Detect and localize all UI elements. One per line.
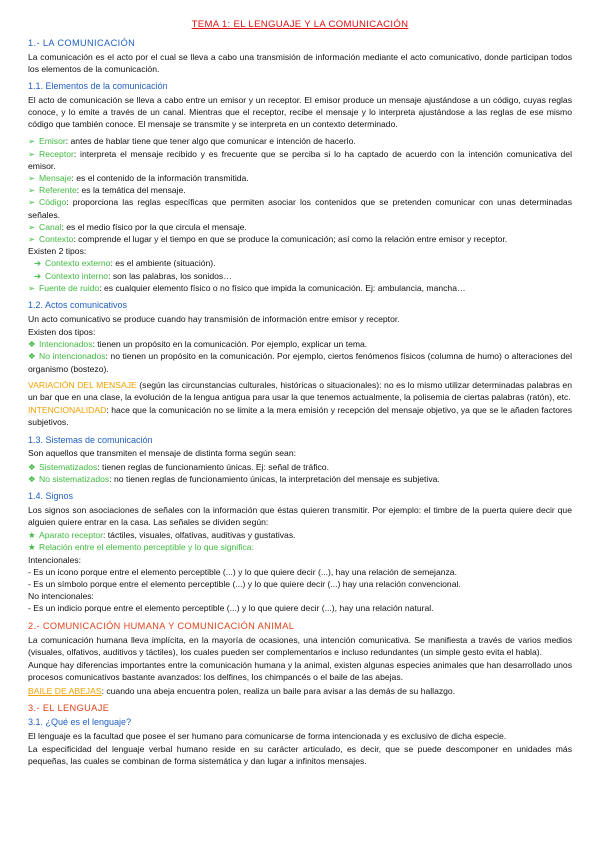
- definition: : es el ambiente (situación).: [110, 258, 216, 269]
- list-item-sistematizados: [28, 461, 572, 473]
- definition: : es el medio físico por la que circula el mensaje.: [61, 221, 247, 232]
- section-heading-1: 1.- LA COMUNICACIÓN: [28, 37, 136, 48]
- arrow-bullet-icon: ➢: [28, 173, 36, 184]
- definition: : interpreta el mensaje recibido y es frecuente que se perciba si lo ha captado de acuerdo con la intención comunicativa del emisor.: [28, 148, 572, 171]
- definition: : tienen un propósito en la comunicación. Por ejemplo, explicar un tema.: [92, 339, 368, 350]
- intentionality-paragraph: [28, 404, 572, 428]
- list-item-relacion: [28, 541, 572, 553]
- arrow-bullet-icon: ➢: [28, 197, 36, 208]
- definition: : táctiles, visuales, olfativas, auditivas y gustativas.: [103, 530, 296, 541]
- list-item-canal: [28, 221, 572, 233]
- term: Referente: [39, 185, 77, 196]
- list-item-icono: - Es un icono porque entre el elemento perceptible (...) y lo que quiere decir (...), hay una relación de semejanza.: [28, 566, 457, 577]
- arrow-bullet-icon: ➢: [28, 282, 36, 293]
- list-item-intencionados: [28, 338, 572, 350]
- bee-dance-paragraph: [28, 685, 572, 697]
- term: Contexto externo: [45, 258, 111, 269]
- nonintentional-label: No intencionales:: [28, 591, 94, 602]
- definition: : es el contenido de la información transmitida.: [71, 173, 249, 184]
- list-item-emisor: [28, 135, 572, 147]
- term: BAILE DE ABEJAS: [28, 685, 102, 696]
- term: Mensaje: [39, 173, 72, 184]
- intentional-label: Intencionales:: [28, 554, 82, 565]
- arrow-bullet-icon: ➢: [28, 148, 36, 159]
- arrow-bullet-icon: ➢: [28, 221, 36, 232]
- list-item-referente: [28, 184, 572, 196]
- star-bullet-icon: ★: [28, 530, 36, 541]
- section-heading-1-3: 1.3. Sistemas de comunicación: [28, 434, 153, 445]
- definition: : proporciona las reglas específicas que permiten asociar los contenidos que se pretenden comunicar con unas determinadas señales.: [28, 197, 572, 220]
- definition: : no tienen un propósito en la comunicación. Por ejemplo, ciertos fenómenos físicos (columna de humo) o alteraciones del organismo (bostezo).: [28, 351, 572, 374]
- list-item-no-sistematizados: [28, 473, 572, 485]
- section-1-2-paragraph: Un acto comunicativo se produce cuando hay transmisión de información entre emisor y receptor.: [28, 313, 400, 324]
- section-3-paragraph-2: La especificidad del lenguaje verbal humano reside en su carácter articulado, es decir, que se puede descomponer en unidades más pequeñas, las cuales se combinan de forma sistemática y dan lugar a infinitos mensajes.: [28, 743, 572, 766]
- list-item-codigo: [28, 196, 572, 220]
- section-2-paragraph-1: La comunicación humana lleva implícita, en la mayoría de ocasiones, una intención comunicativa. Se manifiesta a través de varios medios (visuales, olfativos, auditivos y táctiles), los cuales pueden ser complementarios e incluso redundantes (un simple gesto evita el habla).: [28, 634, 572, 657]
- list-item-fuente-de-ruido: [28, 282, 572, 294]
- diamond-bullet-icon: ❖: [28, 339, 36, 350]
- term: No intencionados: [39, 351, 106, 362]
- arrow-bullet-icon: ➢: [28, 185, 36, 196]
- term: Canal: [39, 221, 62, 232]
- list-item-contexto: [28, 233, 572, 245]
- arrow-bullet-icon: ➢: [28, 234, 36, 245]
- term: INTENCIONALIDAD: [28, 405, 107, 416]
- term: Fuente de ruido: [39, 282, 100, 293]
- definition: : hace que la comunicación no se limite a la mera emisión y recepción del mensaje objetivo, ya que se le añaden factores subjetivos.: [28, 405, 572, 428]
- term: Código: [39, 197, 67, 208]
- term: Receptor: [39, 148, 74, 159]
- diamond-bullet-icon: ❖: [28, 461, 36, 472]
- definition: (según las circunstancias culturales, históricas o situacionales): no es lo mismo utilizar determinadas palabras en un bar que en una clase, la evolución de la lengua antigua para usar la que tenemos actualmente, la polisemia de ciertas palabras (ratón), etc.: [28, 379, 572, 403]
- page-title: TEMA 1: EL LENGUAJE Y LA COMUNICACIÓN: [191, 19, 409, 30]
- context-types-intro: Existen 2 tipos:: [28, 246, 87, 257]
- section-1-4-paragraph: Los signos son asociaciones de señales con la información que éstas quieren transmitir. Por ejemplo: el timbre de la puerta quiere decir que alguien quiere entrar en la casa. Las señales se dividen según:: [28, 504, 572, 528]
- term: Aparato receptor: [39, 530, 104, 541]
- section-heading-3: 3.- EL LENGUAJE: [28, 702, 110, 713]
- term: Contexto: [39, 234, 74, 245]
- list-item-contexto-externo: [28, 257, 572, 269]
- list-item-no-intencionados: [28, 350, 572, 374]
- term: VARIACIÓN DEL MENSAJE: [28, 379, 137, 390]
- variation-paragraph: [28, 379, 572, 403]
- list-item-contexto-interno: [28, 270, 572, 282]
- section-1-intro: La comunicación es el acto por el cual se lleva a cabo una transmisión de información mediante el acto comunicativo, donde participan todos los elementos de la comunicación.: [28, 51, 572, 74]
- definition: : cuando una abeja encuentra polen, realiza un baile para avisar a las demás de su hallazgo.: [101, 685, 456, 696]
- arrow-bullet-icon: ➢: [28, 136, 36, 147]
- section-2-paragraph-2: Aunque hay diferencias importantes entre la comunicación humana y la animal, existen algunas especies animales que han desarrollado unos procesos comunicativos bastante avanzados: los delfines, los chimpancés o el baile de las abejas.: [28, 660, 572, 683]
- term: Emisor: [39, 136, 66, 147]
- document-page: [28, 18, 572, 768]
- term: No sistematizados: [39, 473, 110, 484]
- term: Intencionados: [39, 339, 93, 350]
- section-heading-1-4: 1.4. Signos: [28, 491, 74, 502]
- section-heading-3-1: 3.1. ¿Qué es el lenguaje?: [28, 716, 132, 727]
- list-item-simbolo: - Es un símbolo porque entre el elemento perceptible (...) y lo que quiere decir (...) hay una relación convencional.: [28, 579, 461, 590]
- diamond-bullet-icon: ❖: [28, 351, 36, 362]
- definition: :: [251, 542, 254, 553]
- section-heading-1-1: 1.1. Elementos de la comunicación: [28, 81, 168, 92]
- act-types-intro: Existen dos tipos:: [28, 327, 96, 338]
- definition: : es la temática del mensaje.: [76, 185, 186, 196]
- definition: : es cualquier elemento físico o no físico que impida la comunicación. Ej: ambulancia, mancha…: [99, 282, 466, 293]
- definition: : comprende el lugar y el tiempo en que se produce la comunicación; así como la relación entre emisor y receptor.: [73, 234, 508, 245]
- right-arrow-icon: ➔: [34, 258, 42, 269]
- list-item-mensaje: [28, 172, 572, 184]
- star-bullet-icon: ★: [28, 542, 36, 553]
- section-1-3-paragraph: Son aquellos que transmiten el mensaje de distinta forma según sean:: [28, 448, 297, 459]
- term: Contexto interno: [45, 270, 109, 281]
- definition: : son las palabras, los sonidos…: [108, 270, 232, 281]
- section-3-paragraph-1: El lenguaje es la facultad que posee el ser humano para comunicarse de forma intencionada y es exclusivo de dicha especie.: [28, 730, 507, 741]
- definition: : no tienen reglas de funcionamiento únicas, la interpretación del mensaje es subjetiva.: [109, 473, 440, 484]
- section-1-1-paragraph: El acto de comunicación se lleva a cabo entre un emisor y un receptor. El emisor produce un mensaje ajustándose a un código, cuyas reglas conoce, y lo emite a través de un canal. Mientras que el receptor, recibe el mensaje y lo interpreta ajustándose a las reglas de ese mismo código que también conoce. El mensaje se transmite y se interpreta en un contexto determinado.: [28, 94, 572, 130]
- term: Sistematizados: [39, 461, 98, 472]
- diamond-bullet-icon: ❖: [28, 473, 36, 484]
- term: Relación entre el elemento perceptible y lo que significa: [39, 542, 252, 553]
- definition: : tienen reglas de funcionamiento únicas. Ej: señal de tráfico.: [97, 461, 329, 472]
- list-item-receptor: [28, 148, 572, 172]
- section-heading-2: 2.- COMUNICACIÓN HUMANA Y COMUNICACIÓN ANIMAL: [28, 620, 295, 631]
- right-arrow-icon: ➔: [34, 270, 42, 281]
- definition: : antes de hablar tiene que tener algo que comunicar e intención de hacerlo.: [65, 136, 356, 147]
- section-heading-1-2: 1.2. Actos comunicativos: [28, 300, 128, 311]
- list-item-aparato-receptor: [28, 529, 572, 541]
- list-item-indicio: - Es un indicio porque entre el elemento perceptible (...) y lo que quiere decir (...), hay una relación natural.: [28, 603, 434, 614]
